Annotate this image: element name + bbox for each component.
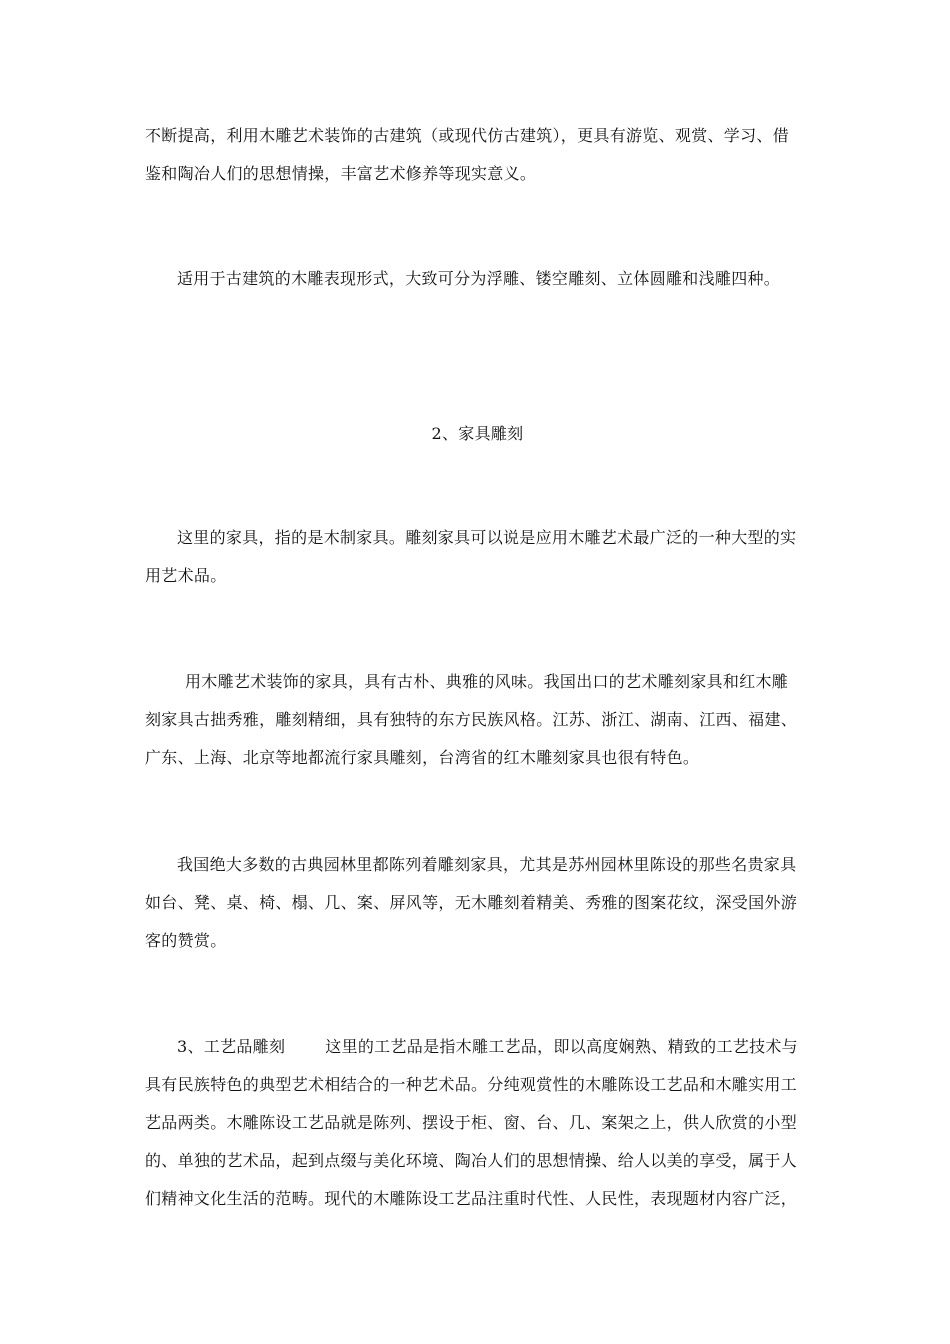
paragraph-6-line-3: 艺品两类。木雕陈设工艺品就是陈列、摆设于柜、窗、台、几、案架之上，供人欣赏的小型 bbox=[145, 1113, 798, 1132]
paragraph-6-line-5: 们精神文化生活的范畴。现代的木雕陈设工艺品注重时代性、人民性，表现题材内容广泛， bbox=[145, 1189, 798, 1208]
section-heading-furniture-carving: 2、家具雕刻 bbox=[431, 424, 524, 443]
paragraph-3-line-1: 这里的家具，指的是木制家具。雕刻家具可以说是应用木雕艺术最广泛的一种大型的实 bbox=[177, 528, 797, 547]
paragraph-4-line-1: 用木雕艺术装饰的家具，具有古朴、典雅的风味。我国出口的艺术雕刻家具和红木雕 bbox=[185, 672, 789, 691]
paragraph-4-line-2: 刻家具古拙秀雅，雕刻精细，具有独特的东方民族风格。江苏、浙江、湖南、江西、福建、 bbox=[145, 710, 798, 729]
paragraph-5-line-3: 客的赞赏。 bbox=[145, 931, 227, 950]
paragraph-5-line-2: 如台、凳、桌、椅、榻、几、案、屏风等，无木雕刻着精美、秀雅的图案花纹，深受国外游 bbox=[145, 893, 798, 912]
paragraph-5-line-1: 我国绝大多数的古典园林里都陈列着雕刻家具，尤其是苏州园林里陈设的那些名贵家具 bbox=[177, 855, 797, 874]
paragraph-6-line-4: 的、单独的艺术品，起到点缀与美化环境、陶冶人们的思想情操、给人以美的享受，属于人 bbox=[145, 1151, 798, 1170]
paragraph-3-line-2: 用艺术品。 bbox=[145, 566, 227, 585]
paragraph-6-line-1 bbox=[177, 1037, 810, 1057]
paragraph-4-line-3: 广东、上海、北京等地都流行家具雕刻，台湾省的红木雕刻家具也很有特色。 bbox=[145, 748, 700, 767]
paragraph-1-line-1: 不断提高，利用木雕艺术装饰的古建筑（或现代仿古建筑），更具有游览、观赏、学习、借 bbox=[145, 126, 790, 145]
paragraph-1-line-2: 鉴和陶冶人们的思想情操，丰富艺术修养等现实意义。 bbox=[145, 164, 537, 183]
paragraph-6-line-1-text: 这里的工艺品是指木雕工艺品，即以高度娴熟、精致的工艺技术与 bbox=[325, 1037, 798, 1056]
paragraph-2-line-1: 适用于古建筑的木雕表现形式，大致可分为浮雕、镂空雕刻、立体圆雕和浅雕四种。 bbox=[177, 269, 781, 288]
section-heading-craft-carving: 3、工艺品雕刻 bbox=[177, 1037, 286, 1056]
paragraph-6-line-2: 具有民族特色的典型艺术相结合的一种艺术品。分纯观赏性的木雕陈设工艺品和木雕实用工 bbox=[145, 1075, 798, 1094]
